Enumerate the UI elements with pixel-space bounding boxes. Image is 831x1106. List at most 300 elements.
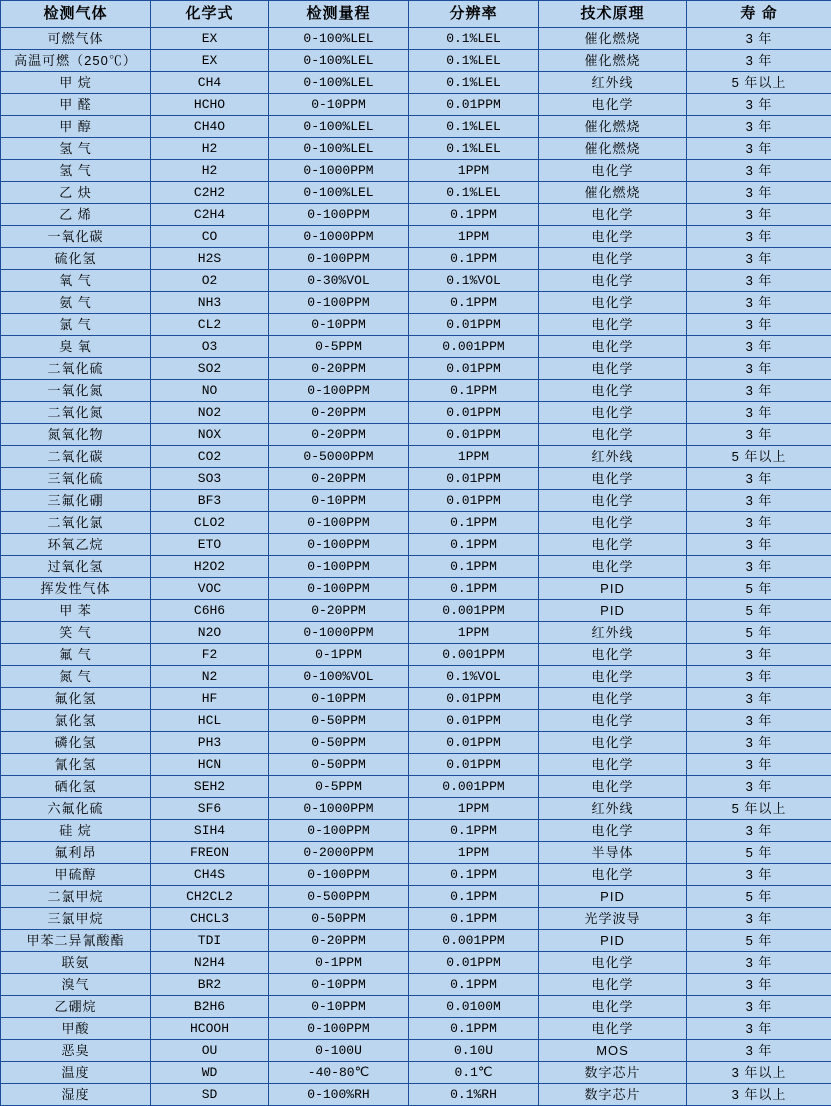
- cell-measuring-range: 0-100%LEL: [269, 116, 409, 138]
- cell-technology: 电化学: [539, 424, 687, 446]
- table-row: [1, 820, 831, 842]
- table-row: [1, 952, 831, 974]
- table-row: [1, 204, 831, 226]
- table-row: [1, 226, 831, 248]
- cell-chemical-formula: OU: [151, 1040, 269, 1062]
- cell-technology: 电化学: [539, 996, 687, 1018]
- cell-measuring-range: 0-20PPM: [269, 600, 409, 622]
- table-row: [1, 732, 831, 754]
- cell-measuring-range: 0-100PPM: [269, 380, 409, 402]
- cell-resolution: 0.1PPM: [409, 886, 539, 908]
- cell-measuring-range: 0-1000PPM: [269, 798, 409, 820]
- cell-measuring-range: 0-20PPM: [269, 424, 409, 446]
- cell-technology: 催化燃烧: [539, 50, 687, 72]
- table-row: [1, 1084, 831, 1106]
- cell-technology: 电化学: [539, 710, 687, 732]
- table-row: [1, 270, 831, 292]
- cell-technology: PID: [539, 886, 687, 908]
- cell-resolution: 0.1PPM: [409, 534, 539, 556]
- cell-lifetime: 5 年以上: [687, 798, 831, 820]
- cell-resolution: 0.1℃: [409, 1062, 539, 1084]
- cell-chemical-formula: FREON: [151, 842, 269, 864]
- cell-measuring-range: 0-10PPM: [269, 996, 409, 1018]
- cell-chemical-formula: CHCL3: [151, 908, 269, 930]
- cell-resolution: 0.1PPM: [409, 974, 539, 996]
- cell-lifetime: 3 年: [687, 226, 831, 248]
- cell-lifetime: 3 年: [687, 28, 831, 50]
- cell-measuring-range: 0-50PPM: [269, 908, 409, 930]
- cell-resolution: 1PPM: [409, 160, 539, 182]
- cell-chemical-formula: F2: [151, 644, 269, 666]
- cell-chemical-formula: CH4: [151, 72, 269, 94]
- cell-chemical-formula: O2: [151, 270, 269, 292]
- table-row: [1, 1062, 831, 1084]
- cell-technology: PID: [539, 930, 687, 952]
- cell-chemical-formula: SO3: [151, 468, 269, 490]
- cell-resolution: 0.1PPM: [409, 556, 539, 578]
- table-header-row: [1, 1, 831, 28]
- cell-technology: 数字芯片: [539, 1084, 687, 1106]
- cell-measuring-range: 0-1000PPM: [269, 622, 409, 644]
- cell-lifetime: 3 年: [687, 952, 831, 974]
- cell-lifetime: 3 年: [687, 644, 831, 666]
- cell-measuring-range: 0-10PPM: [269, 974, 409, 996]
- table-row: [1, 314, 831, 336]
- cell-chemical-formula: HCOOH: [151, 1018, 269, 1040]
- cell-resolution: 0.1PPM: [409, 380, 539, 402]
- cell-technology: PID: [539, 600, 687, 622]
- cell-technology: 催化燃烧: [539, 28, 687, 50]
- table-row: [1, 798, 831, 820]
- cell-chemical-formula: H2: [151, 138, 269, 160]
- cell-technology: 电化学: [539, 974, 687, 996]
- table-row: [1, 600, 831, 622]
- cell-technology: 电化学: [539, 820, 687, 842]
- cell-measuring-range: 0-1PPM: [269, 644, 409, 666]
- cell-technology: 催化燃烧: [539, 138, 687, 160]
- table-row: [1, 996, 831, 1018]
- cell-chemical-formula: EX: [151, 50, 269, 72]
- cell-technology: 红外线: [539, 798, 687, 820]
- cell-resolution: 0.0100M: [409, 996, 539, 1018]
- cell-gas-name: 氯化氢: [1, 710, 151, 732]
- cell-resolution: 1PPM: [409, 842, 539, 864]
- cell-measuring-range: 0-5000PPM: [269, 446, 409, 468]
- cell-gas-name: 联氨: [1, 952, 151, 974]
- cell-measuring-range: 0-100PPM: [269, 292, 409, 314]
- cell-chemical-formula: N2: [151, 666, 269, 688]
- cell-lifetime: 3 年: [687, 204, 831, 226]
- table-row: [1, 776, 831, 798]
- cell-resolution: 0.01PPM: [409, 490, 539, 512]
- cell-resolution: 0.1%LEL: [409, 116, 539, 138]
- cell-resolution: 0.1%VOL: [409, 270, 539, 292]
- cell-chemical-formula: C6H6: [151, 600, 269, 622]
- cell-lifetime: 3 年: [687, 820, 831, 842]
- cell-chemical-formula: HF: [151, 688, 269, 710]
- cell-technology: 催化燃烧: [539, 116, 687, 138]
- cell-gas-name: 硒化氢: [1, 776, 151, 798]
- table-row: [1, 336, 831, 358]
- cell-lifetime: 3 年: [687, 424, 831, 446]
- cell-technology: 电化学: [539, 380, 687, 402]
- cell-technology: 电化学: [539, 534, 687, 556]
- cell-lifetime: 3 年: [687, 402, 831, 424]
- table-row: [1, 358, 831, 380]
- table-row: [1, 974, 831, 996]
- cell-chemical-formula: SF6: [151, 798, 269, 820]
- table-row: [1, 28, 831, 50]
- table-row: [1, 182, 831, 204]
- cell-technology: 电化学: [539, 248, 687, 270]
- cell-lifetime: 3 年: [687, 974, 831, 996]
- cell-lifetime: 3 年: [687, 754, 831, 776]
- cell-chemical-formula: B2H6: [151, 996, 269, 1018]
- cell-lifetime: 5 年: [687, 886, 831, 908]
- cell-resolution: 0.01PPM: [409, 688, 539, 710]
- cell-gas-name: 甲 醇: [1, 116, 151, 138]
- cell-gas-name: 恶臭: [1, 1040, 151, 1062]
- cell-technology: 电化学: [539, 688, 687, 710]
- cell-resolution: 0.001PPM: [409, 644, 539, 666]
- cell-chemical-formula: H2O2: [151, 556, 269, 578]
- cell-chemical-formula: NO: [151, 380, 269, 402]
- cell-gas-name: 氮 气: [1, 666, 151, 688]
- cell-technology: 电化学: [539, 292, 687, 314]
- cell-measuring-range: 0-100PPM: [269, 204, 409, 226]
- cell-resolution: 0.1%LEL: [409, 28, 539, 50]
- cell-resolution: 0.1%LEL: [409, 182, 539, 204]
- cell-gas-name: 氟利昂: [1, 842, 151, 864]
- cell-measuring-range: 0-50PPM: [269, 754, 409, 776]
- cell-lifetime: 3 年: [687, 864, 831, 886]
- cell-measuring-range: 0-100PPM: [269, 820, 409, 842]
- table-row: [1, 160, 831, 182]
- cell-gas-name: 氧 气: [1, 270, 151, 292]
- cell-gas-name: 三氯甲烷: [1, 908, 151, 930]
- cell-lifetime: 3 年: [687, 732, 831, 754]
- cell-measuring-range: 0-100PPM: [269, 512, 409, 534]
- cell-lifetime: 3 年: [687, 336, 831, 358]
- table-row: [1, 138, 831, 160]
- cell-resolution: 0.1PPM: [409, 864, 539, 886]
- cell-lifetime: 5 年以上: [687, 72, 831, 94]
- table-row: [1, 94, 831, 116]
- cell-lifetime: 3 年: [687, 380, 831, 402]
- cell-measuring-range: 0-10PPM: [269, 688, 409, 710]
- column-header-measuring-range: 检测量程: [269, 1, 409, 28]
- cell-gas-name: 氟 气: [1, 644, 151, 666]
- cell-technology: 红外线: [539, 622, 687, 644]
- cell-lifetime: 3 年: [687, 358, 831, 380]
- cell-gas-name: 二氧化碳: [1, 446, 151, 468]
- cell-lifetime: 3 年: [687, 138, 831, 160]
- cell-chemical-formula: H2S: [151, 248, 269, 270]
- column-header-chemical-formula: 化学式: [151, 1, 269, 28]
- cell-measuring-range: 0-5PPM: [269, 776, 409, 798]
- cell-chemical-formula: N2H4: [151, 952, 269, 974]
- cell-measuring-range: 0-100%LEL: [269, 50, 409, 72]
- table-row: [1, 578, 831, 600]
- cell-gas-name: 乙 烯: [1, 204, 151, 226]
- cell-gas-name: 氢 气: [1, 138, 151, 160]
- cell-lifetime: 5 年: [687, 578, 831, 600]
- cell-gas-name: 溴气: [1, 974, 151, 996]
- cell-chemical-formula: NH3: [151, 292, 269, 314]
- cell-measuring-range: 0-100PPM: [269, 864, 409, 886]
- cell-measuring-range: 0-100PPM: [269, 556, 409, 578]
- table-body: [1, 28, 831, 1106]
- cell-gas-name: 甲 醛: [1, 94, 151, 116]
- cell-gas-name: 甲 烷: [1, 72, 151, 94]
- cell-chemical-formula: HCN: [151, 754, 269, 776]
- cell-measuring-range: 0-20PPM: [269, 468, 409, 490]
- cell-gas-name: 三氟化硼: [1, 490, 151, 512]
- cell-lifetime: 3 年: [687, 182, 831, 204]
- cell-lifetime: 3 年: [687, 160, 831, 182]
- table-row: [1, 1040, 831, 1062]
- cell-resolution: 0.1%LEL: [409, 138, 539, 160]
- table-row: [1, 424, 831, 446]
- cell-gas-name: 氢 气: [1, 160, 151, 182]
- cell-gas-name: 温度: [1, 1062, 151, 1084]
- cell-chemical-formula: CLO2: [151, 512, 269, 534]
- cell-measuring-range: 0-100%VOL: [269, 666, 409, 688]
- cell-technology: 电化学: [539, 160, 687, 182]
- cell-lifetime: 3 年: [687, 688, 831, 710]
- cell-gas-name: 氨 气: [1, 292, 151, 314]
- table-row: [1, 908, 831, 930]
- cell-lifetime: 3 年: [687, 468, 831, 490]
- cell-measuring-range: 0-5PPM: [269, 336, 409, 358]
- table-row: [1, 710, 831, 732]
- cell-gas-name: 甲硫醇: [1, 864, 151, 886]
- cell-resolution: 0.1%VOL: [409, 666, 539, 688]
- table-row: [1, 292, 831, 314]
- cell-measuring-range: 0-50PPM: [269, 710, 409, 732]
- cell-technology: 电化学: [539, 644, 687, 666]
- cell-measuring-range: 0-100%LEL: [269, 182, 409, 204]
- table-row: [1, 666, 831, 688]
- table-row: [1, 754, 831, 776]
- cell-resolution: 0.1PPM: [409, 204, 539, 226]
- cell-measuring-range: 0-100U: [269, 1040, 409, 1062]
- cell-gas-name: 环氧乙烷: [1, 534, 151, 556]
- cell-measuring-range: 0-1000PPM: [269, 226, 409, 248]
- cell-measuring-range: 0-100%LEL: [269, 72, 409, 94]
- cell-gas-name: 硅 烷: [1, 820, 151, 842]
- cell-lifetime: 3 年: [687, 1040, 831, 1062]
- cell-resolution: 0.01PPM: [409, 358, 539, 380]
- table-row: [1, 116, 831, 138]
- cell-resolution: 0.1PPM: [409, 248, 539, 270]
- cell-gas-name: 三氧化硫: [1, 468, 151, 490]
- cell-chemical-formula: CO: [151, 226, 269, 248]
- cell-gas-name: 笑 气: [1, 622, 151, 644]
- cell-lifetime: 3 年: [687, 512, 831, 534]
- cell-technology: 电化学: [539, 402, 687, 424]
- cell-technology: 半导体: [539, 842, 687, 864]
- cell-resolution: 0.01PPM: [409, 732, 539, 754]
- cell-resolution: 0.01PPM: [409, 754, 539, 776]
- cell-gas-name: 硫化氢: [1, 248, 151, 270]
- cell-chemical-formula: NO2: [151, 402, 269, 424]
- cell-gas-name: 氯 气: [1, 314, 151, 336]
- cell-chemical-formula: BR2: [151, 974, 269, 996]
- cell-gas-name: 乙 炔: [1, 182, 151, 204]
- cell-resolution: 0.1PPM: [409, 512, 539, 534]
- cell-chemical-formula: H2: [151, 160, 269, 182]
- cell-technology: 电化学: [539, 468, 687, 490]
- cell-gas-name: 甲 苯: [1, 600, 151, 622]
- cell-chemical-formula: CO2: [151, 446, 269, 468]
- column-header-technology: 技术原理: [539, 1, 687, 28]
- column-header-resolution: 分辨率: [409, 1, 539, 28]
- table-row: [1, 490, 831, 512]
- table-row: [1, 468, 831, 490]
- table-row: [1, 380, 831, 402]
- table-row: [1, 512, 831, 534]
- cell-lifetime: 5 年: [687, 600, 831, 622]
- cell-gas-name: 二氯甲烷: [1, 886, 151, 908]
- cell-measuring-range: 0-50PPM: [269, 732, 409, 754]
- table-row: [1, 864, 831, 886]
- cell-lifetime: 5 年以上: [687, 446, 831, 468]
- cell-lifetime: 3 年: [687, 776, 831, 798]
- cell-lifetime: 3 年: [687, 1018, 831, 1040]
- cell-chemical-formula: SEH2: [151, 776, 269, 798]
- cell-technology: 电化学: [539, 270, 687, 292]
- cell-measuring-range: 0-20PPM: [269, 930, 409, 952]
- cell-chemical-formula: O3: [151, 336, 269, 358]
- cell-measuring-range: 0-500PPM: [269, 886, 409, 908]
- cell-chemical-formula: HCHO: [151, 94, 269, 116]
- cell-lifetime: 3 年: [687, 270, 831, 292]
- cell-technology: 电化学: [539, 358, 687, 380]
- cell-measuring-range: 0-10PPM: [269, 94, 409, 116]
- cell-measuring-range: -40-80℃: [269, 1062, 409, 1084]
- cell-resolution: 1PPM: [409, 798, 539, 820]
- cell-resolution: 0.001PPM: [409, 336, 539, 358]
- cell-resolution: 0.01PPM: [409, 952, 539, 974]
- cell-technology: 电化学: [539, 1018, 687, 1040]
- cell-gas-name: 氮氧化物: [1, 424, 151, 446]
- cell-chemical-formula: BF3: [151, 490, 269, 512]
- cell-technology: 电化学: [539, 776, 687, 798]
- cell-measuring-range: 0-100PPM: [269, 248, 409, 270]
- cell-technology: 数字芯片: [539, 1062, 687, 1084]
- cell-lifetime: 3 年: [687, 50, 831, 72]
- cell-chemical-formula: N2O: [151, 622, 269, 644]
- table-row: [1, 534, 831, 556]
- cell-measuring-range: 0-10PPM: [269, 490, 409, 512]
- cell-resolution: 0.1PPM: [409, 908, 539, 930]
- cell-measuring-range: 0-10PPM: [269, 314, 409, 336]
- cell-chemical-formula: CH2CL2: [151, 886, 269, 908]
- cell-technology: 催化燃烧: [539, 182, 687, 204]
- cell-measuring-range: 0-20PPM: [269, 402, 409, 424]
- cell-gas-name: 一氧化氮: [1, 380, 151, 402]
- cell-gas-name: 氰化氢: [1, 754, 151, 776]
- cell-technology: 电化学: [539, 512, 687, 534]
- cell-chemical-formula: SO2: [151, 358, 269, 380]
- cell-resolution: 0.001PPM: [409, 930, 539, 952]
- cell-measuring-range: 0-100PPM: [269, 1018, 409, 1040]
- cell-technology: MOS: [539, 1040, 687, 1062]
- cell-resolution: 0.1%LEL: [409, 50, 539, 72]
- cell-resolution: 0.01PPM: [409, 468, 539, 490]
- cell-lifetime: 3 年: [687, 996, 831, 1018]
- table-header: [1, 1, 831, 28]
- cell-chemical-formula: C2H4: [151, 204, 269, 226]
- cell-gas-name: 六氟化硫: [1, 798, 151, 820]
- cell-measuring-range: 0-100PPM: [269, 534, 409, 556]
- cell-technology: 电化学: [539, 556, 687, 578]
- cell-resolution: 0.01PPM: [409, 314, 539, 336]
- cell-lifetime: 3 年以上: [687, 1084, 831, 1106]
- cell-gas-name: 磷化氢: [1, 732, 151, 754]
- cell-technology: 电化学: [539, 226, 687, 248]
- cell-lifetime: 5 年: [687, 930, 831, 952]
- cell-resolution: 1PPM: [409, 226, 539, 248]
- cell-lifetime: 5 年: [687, 842, 831, 864]
- cell-lifetime: 3 年: [687, 534, 831, 556]
- cell-resolution: 1PPM: [409, 622, 539, 644]
- cell-technology: 电化学: [539, 666, 687, 688]
- cell-chemical-formula: CH4O: [151, 116, 269, 138]
- cell-gas-name: 乙硼烷: [1, 996, 151, 1018]
- cell-lifetime: 3 年: [687, 908, 831, 930]
- cell-lifetime: 3 年: [687, 94, 831, 116]
- cell-technology: 电化学: [539, 732, 687, 754]
- cell-technology: 电化学: [539, 490, 687, 512]
- cell-chemical-formula: SD: [151, 1084, 269, 1106]
- cell-lifetime: 3 年: [687, 314, 831, 336]
- table-row: [1, 248, 831, 270]
- cell-measuring-range: 0-100%LEL: [269, 138, 409, 160]
- column-header-lifetime: 寿 命: [687, 1, 831, 28]
- cell-chemical-formula: VOC: [151, 578, 269, 600]
- cell-gas-name: 二氧化氮: [1, 402, 151, 424]
- cell-measuring-range: 0-100PPM: [269, 578, 409, 600]
- cell-measuring-range: 0-2000PPM: [269, 842, 409, 864]
- cell-lifetime: 3 年: [687, 116, 831, 138]
- cell-chemical-formula: C2H2: [151, 182, 269, 204]
- cell-measuring-range: 0-1PPM: [269, 952, 409, 974]
- cell-gas-name: 一氧化碳: [1, 226, 151, 248]
- cell-gas-name: 臭 氧: [1, 336, 151, 358]
- cell-technology: 电化学: [539, 204, 687, 226]
- cell-technology: 电化学: [539, 864, 687, 886]
- cell-gas-name: 可燃气体: [1, 28, 151, 50]
- cell-chemical-formula: TDI: [151, 930, 269, 952]
- cell-gas-name: 二氧化氯: [1, 512, 151, 534]
- cell-measuring-range: 0-1000PPM: [269, 160, 409, 182]
- cell-measuring-range: 0-100%RH: [269, 1084, 409, 1106]
- cell-technology: PID: [539, 578, 687, 600]
- cell-technology: 光学波导: [539, 908, 687, 930]
- cell-gas-name: 甲苯二异氰酸酯: [1, 930, 151, 952]
- cell-technology: 红外线: [539, 446, 687, 468]
- cell-lifetime: 3 年: [687, 292, 831, 314]
- cell-resolution: 0.1PPM: [409, 292, 539, 314]
- cell-technology: 电化学: [539, 336, 687, 358]
- cell-measuring-range: 0-100%LEL: [269, 28, 409, 50]
- cell-resolution: 0.1%RH: [409, 1084, 539, 1106]
- table-row: [1, 72, 831, 94]
- cell-technology: 红外线: [539, 72, 687, 94]
- table-row: [1, 930, 831, 952]
